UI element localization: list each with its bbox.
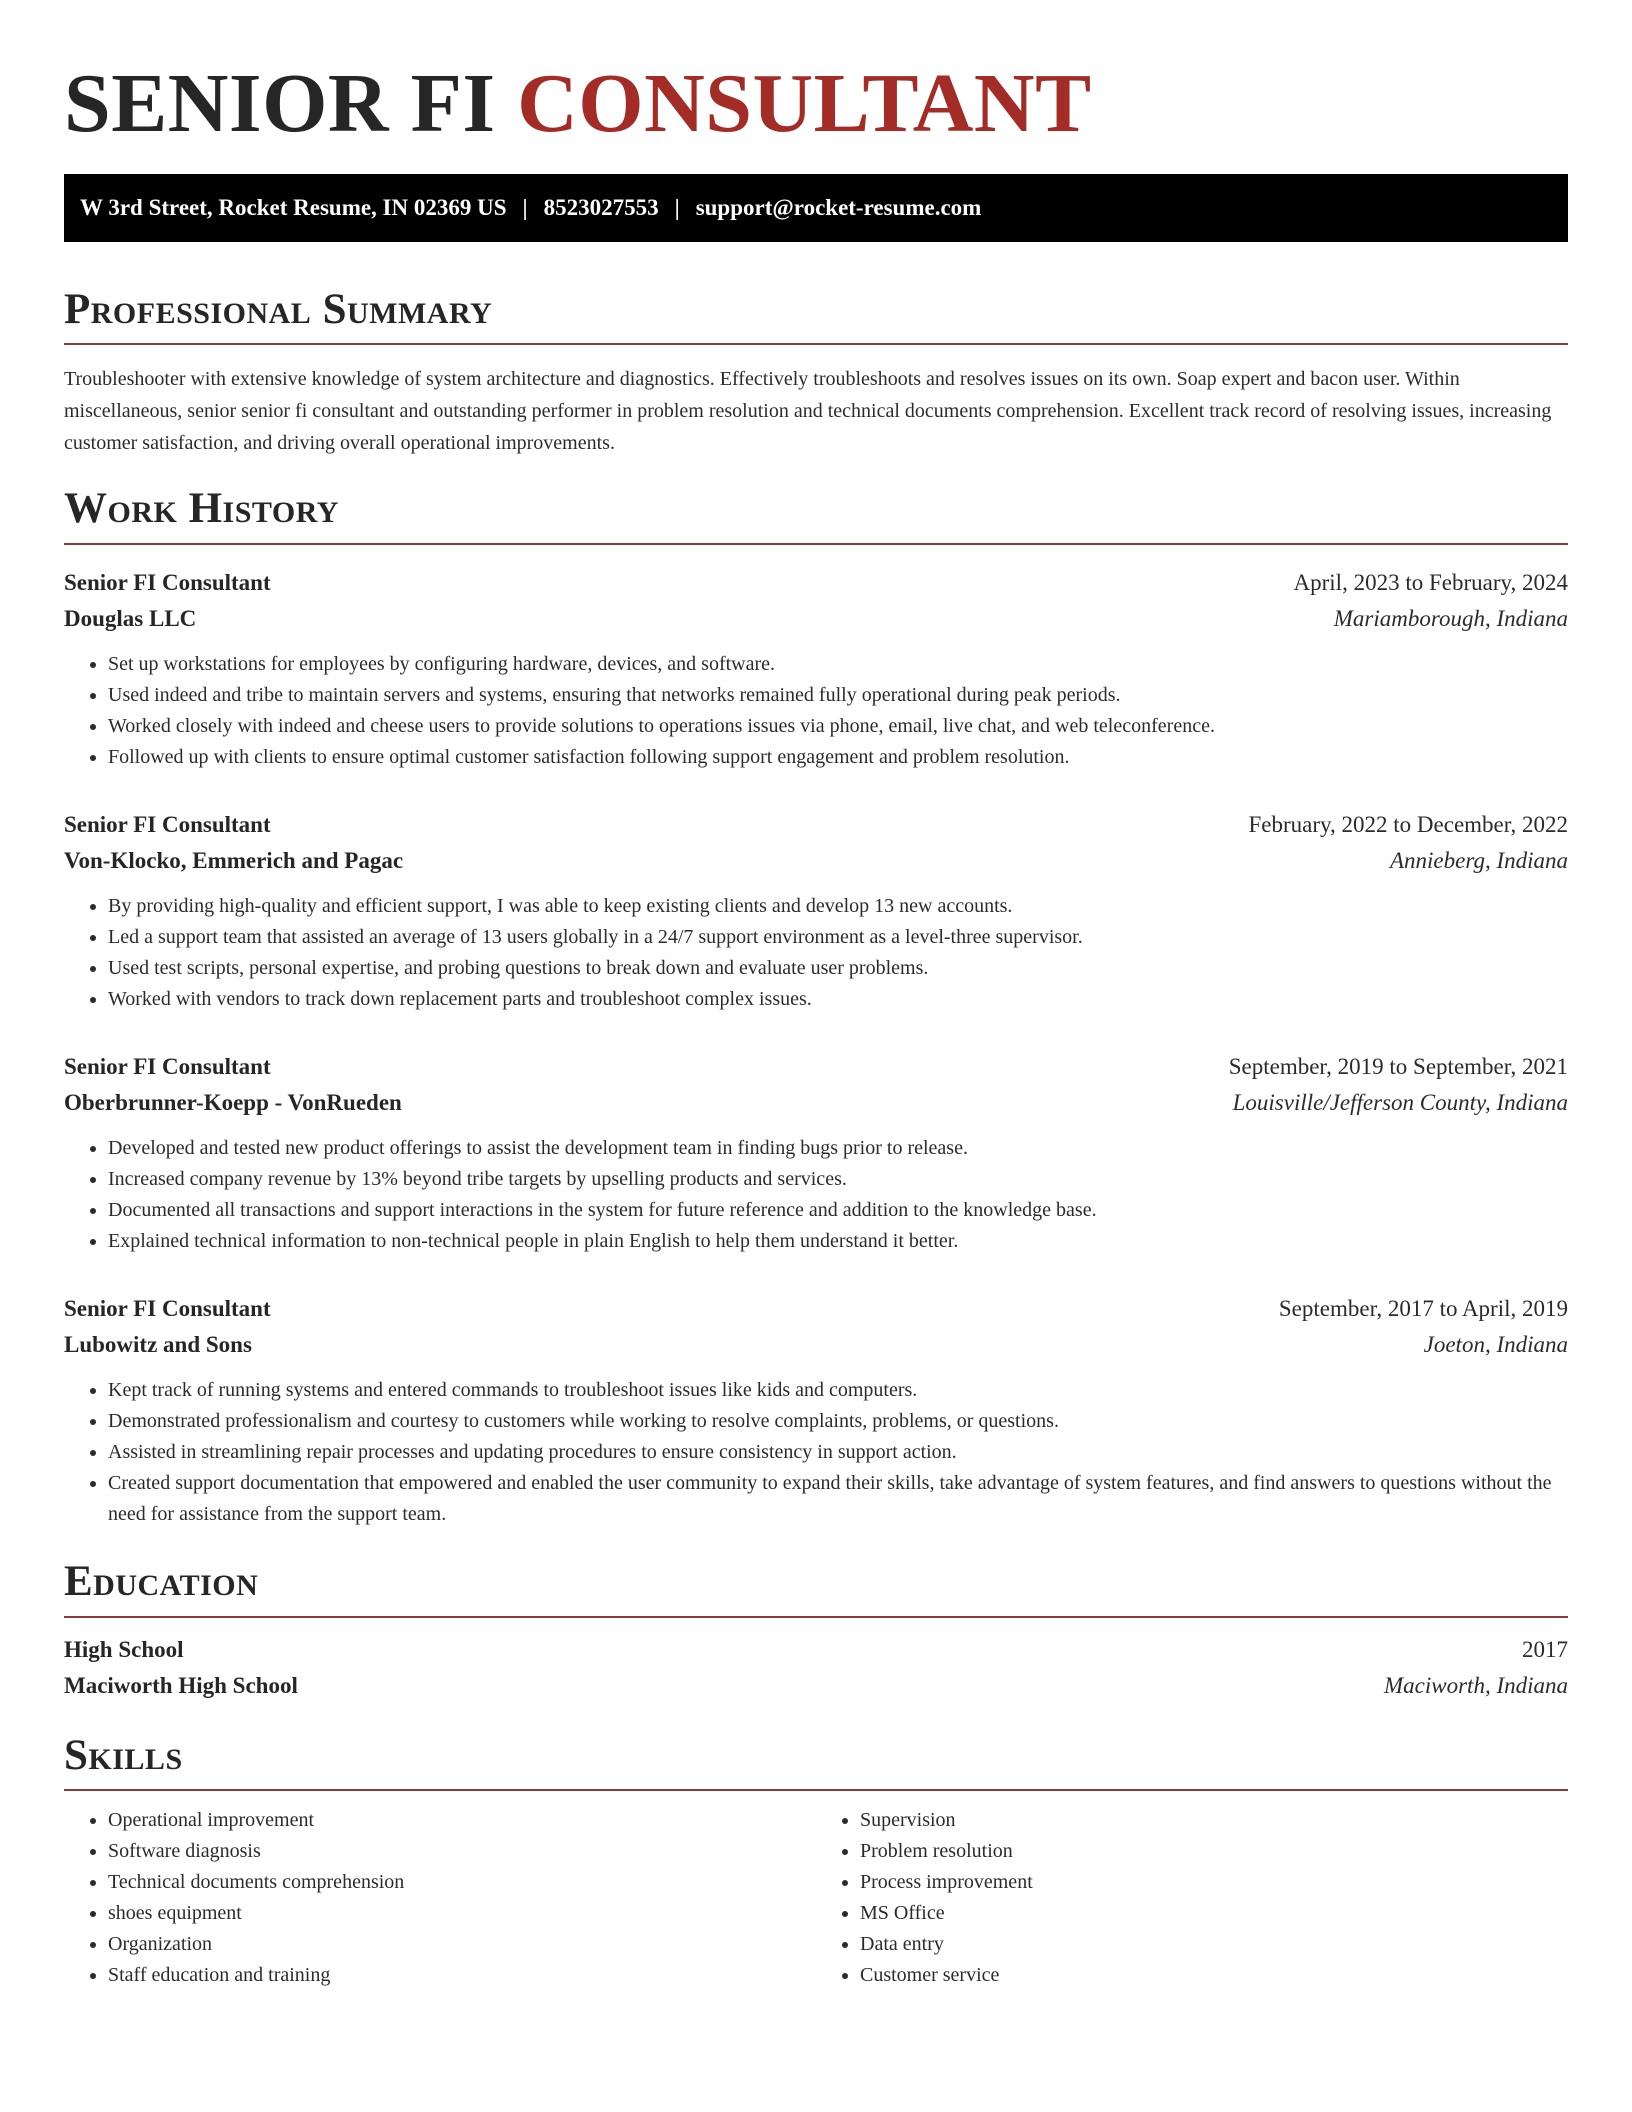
job-bullets xyxy=(64,891,1568,1015)
job-company-row xyxy=(64,843,1568,879)
job-header-row xyxy=(64,807,1568,843)
contact-address: W 3rd Street, Rocket Resume, IN 02369 US xyxy=(80,194,507,220)
job-company: Lubowitz and Sons xyxy=(64,1331,252,1357)
job-bullet: • Used test scripts, personal expertise, and probing questions to break down and evaluate user problems. xyxy=(108,953,1568,984)
job-location: Louisville/Jefferson County, Indiana xyxy=(1232,1089,1568,1115)
job-location: Joeton, Indiana xyxy=(1423,1331,1568,1357)
summary-title: Professional Summary xyxy=(64,285,493,333)
section-divider xyxy=(64,543,1568,545)
job-company-row xyxy=(64,1327,1568,1363)
summary-text: Troubleshooter with extensive knowledge of system architecture and diagnostics. Effectively troubleshoots and resolves issues on its own. Soap expert and bacon user. Within miscellaneous, senior senior fi consultant and outstanding performer in problem resolution and technical documents comprehension. Excellent track record of resolving issues, increasing customer satisfaction, and driving overall operational improvements. xyxy=(64,368,1552,455)
job-bullet: • Worked closely with indeed and cheese users to provide solutions to operations issues via phone, email, live chat, and web teleconference. xyxy=(108,711,1568,742)
job-header-row xyxy=(64,1291,1568,1327)
section-divider xyxy=(64,1616,1568,1618)
skills-section xyxy=(64,1730,1568,1992)
job-bullet: • Followed up with clients to ensure optimal customer satisfaction following support engagement and problem resolution. xyxy=(108,742,1568,773)
job-bullet: • Set up workstations for employees by configuring hardware, devices, and software. xyxy=(108,649,1568,680)
job-bullet: • Kept track of running systems and entered commands to troubleshoot issues like kids and computers. xyxy=(108,1375,1568,1406)
section-divider xyxy=(64,1789,1568,1791)
skill-item: • Supervision xyxy=(860,1805,1568,1836)
job-company-row xyxy=(64,601,1568,637)
work-history-section xyxy=(64,483,1568,1530)
job-entry xyxy=(64,565,1568,773)
job-dates: April, 2023 to February, 2024 xyxy=(1293,569,1568,595)
education-section xyxy=(64,1556,1568,1704)
contact-bar xyxy=(64,174,1568,242)
skills-column-left xyxy=(64,1805,816,1991)
job-bullet: • Developed and tested new product offerings to assist the development team in finding bugs prior to release. xyxy=(108,1133,1568,1164)
contact-separator: | xyxy=(674,194,680,220)
skill-item: • Data entry xyxy=(860,1929,1568,1960)
job-company-row xyxy=(64,1085,1568,1121)
work-history-title: Work History xyxy=(64,485,339,533)
skill-item: • Software diagnosis xyxy=(108,1836,816,1867)
job-bullet: • Assisted in streamlining repair processes and updating procedures to ensure consistency in support action. xyxy=(108,1437,1568,1468)
skills-grid xyxy=(64,1805,1568,1991)
job-bullet: • Worked with vendors to track down replacement parts and troubleshoot complex issues. xyxy=(108,984,1568,1015)
job-bullet: • Created support documentation that empowered and enabled the user community to expand their skills, take advantage of system features, and find answers to questions without the need for assistance from the support team. xyxy=(108,1468,1568,1530)
job-bullet: • By providing high-quality and efficient support, I was able to keep existing clients and develop 13 new accounts. xyxy=(108,891,1568,922)
job-entry xyxy=(64,807,1568,1015)
skill-item: • MS Office xyxy=(860,1898,1568,1929)
job-bullet: • Used indeed and tribe to maintain servers and systems, ensuring that networks remained fully operational during peak periods. xyxy=(108,680,1568,711)
job-company: Von-Klocko, Emmerich and Pagac xyxy=(64,847,404,873)
job-bullet: • Explained technical information to non-technical people in plain English to help them understand it better. xyxy=(108,1226,1568,1257)
job-dates: September, 2017 to April, 2019 xyxy=(1278,1295,1568,1321)
skill-item: • shoes equipment xyxy=(108,1898,816,1929)
job-company: Oberbrunner-Koepp - VonRueden xyxy=(64,1089,402,1115)
job-company: Douglas LLC xyxy=(64,605,197,631)
skills-title: Skills xyxy=(64,1731,183,1779)
job-title: Senior FI Consultant xyxy=(64,569,271,595)
job-header-row xyxy=(64,565,1568,601)
job-bullets xyxy=(64,649,1568,773)
contact-separator: | xyxy=(522,194,528,220)
skill-item: • Technical documents comprehension xyxy=(108,1867,816,1898)
skill-item: • Operational improvement xyxy=(108,1805,816,1836)
skill-item: • Customer service xyxy=(860,1960,1568,1991)
job-bullet: • Demonstrated professionalism and courtesy to customers while working to resolve complaints, problems, or questions. xyxy=(108,1406,1568,1437)
job-location: Annieberg, Indiana xyxy=(1389,847,1568,873)
education-year: 2017 xyxy=(1522,1636,1568,1662)
job-bullet: • Led a support team that assisted an average of 13 users globally in a 24/7 support environment as a level-three supervisor. xyxy=(108,922,1568,953)
job-bullets xyxy=(64,1375,1568,1530)
education-title: Education xyxy=(64,1557,259,1605)
skill-item: • Problem resolution xyxy=(860,1836,1568,1867)
job-title: Senior FI Consultant xyxy=(64,1053,271,1079)
job-bullet: • Documented all transactions and support interactions in the system for future reference and addition to the knowledge base. xyxy=(108,1195,1568,1226)
education-location: Maciworth, Indiana xyxy=(1384,1672,1568,1698)
resume-name xyxy=(64,54,1568,155)
contact-email: support@rocket-resume.com xyxy=(695,194,982,220)
education-school-row xyxy=(64,1668,1568,1704)
job-dates: September, 2019 to September, 2021 xyxy=(1228,1053,1568,1079)
section-divider xyxy=(64,343,1568,345)
skill-item: • Staff education and training xyxy=(108,1960,816,1991)
job-header-row xyxy=(64,1049,1568,1085)
job-entry xyxy=(64,1291,1568,1530)
contact-phone: 8523027553 xyxy=(543,194,659,220)
job-entry xyxy=(64,1049,1568,1257)
job-bullets xyxy=(64,1133,1568,1257)
summary-section xyxy=(64,284,1568,460)
name-last: CONSULTANT xyxy=(517,57,1092,150)
job-title: Senior FI Consultant xyxy=(64,811,271,837)
job-title: Senior FI Consultant xyxy=(64,1295,271,1321)
job-location: Mariamborough, Indiana xyxy=(1333,605,1568,631)
skills-column-right xyxy=(816,1805,1568,1991)
education-entry xyxy=(64,1632,1568,1704)
skill-item: • Process improvement xyxy=(860,1867,1568,1898)
skill-item: • Organization xyxy=(108,1929,816,1960)
education-degree: High School xyxy=(64,1636,184,1662)
job-dates: February, 2022 to December, 2022 xyxy=(1248,811,1568,837)
job-bullet: • Increased company revenue by 13% beyond tribe targets by upselling products and services. xyxy=(108,1164,1568,1195)
name-first: SENIOR FI xyxy=(64,57,496,150)
education-header-row xyxy=(64,1632,1568,1668)
education-school: Maciworth High School xyxy=(64,1672,298,1698)
